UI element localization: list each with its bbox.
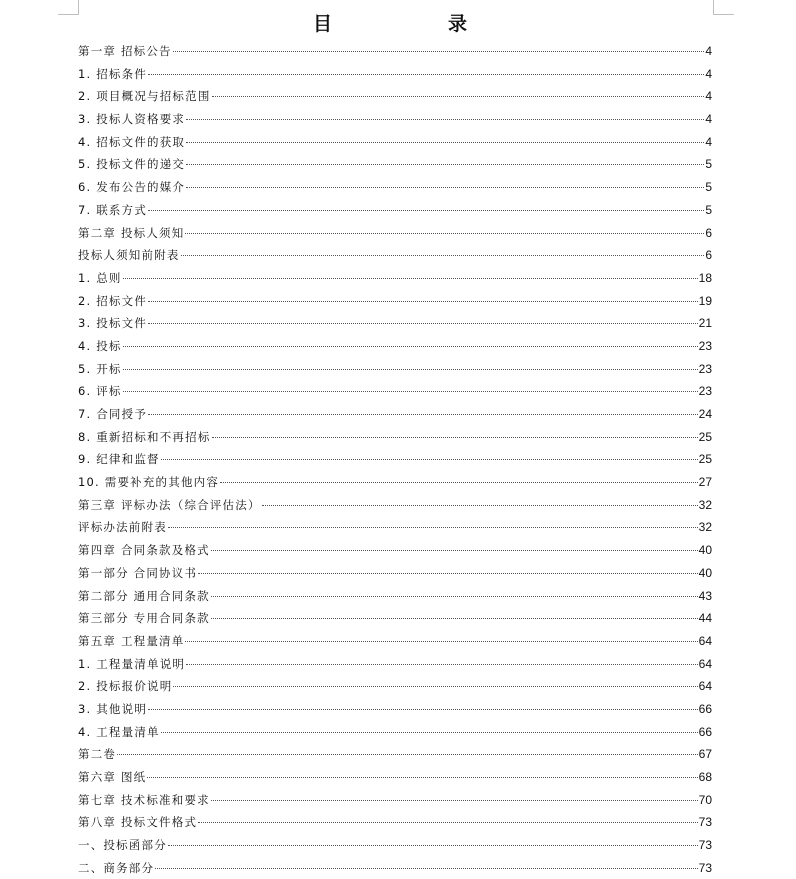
toc-dot-leader bbox=[186, 142, 704, 143]
toc-entry[interactable] bbox=[78, 789, 712, 812]
toc-entry[interactable] bbox=[78, 176, 712, 199]
toc-entry[interactable] bbox=[78, 403, 712, 426]
toc-entry[interactable] bbox=[78, 380, 712, 403]
toc-dot-leader bbox=[123, 278, 698, 279]
toc-entry[interactable] bbox=[78, 448, 712, 471]
toc-dot-leader bbox=[148, 210, 704, 211]
toc-entry-text: 5. 开标 bbox=[78, 361, 122, 376]
toc-entry-text: 4. 招标文件的获取 bbox=[78, 134, 186, 149]
toc-entry-page-number: 25 bbox=[698, 452, 712, 467]
toc-entry-text: 10. 需要补充的其他内容 bbox=[78, 475, 220, 490]
page-corner-mark-right bbox=[713, 0, 734, 15]
toc-entry-page-number: 24 bbox=[698, 407, 712, 421]
document-page bbox=[78, 10, 712, 879]
toc-dot-leader bbox=[147, 777, 697, 778]
toc-entry[interactable] bbox=[78, 766, 712, 789]
toc-entry-text: 二、商务部分 bbox=[78, 860, 155, 875]
toc-entry[interactable] bbox=[78, 108, 712, 131]
toc-entry-page-number: 4 bbox=[705, 66, 712, 81]
toc-dot-leader bbox=[148, 709, 698, 710]
toc-dot-leader bbox=[181, 255, 705, 256]
toc-dot-leader bbox=[155, 868, 697, 869]
page-corner-mark-left bbox=[58, 0, 79, 15]
toc-entry-page-number: 67 bbox=[698, 747, 712, 762]
toc-entry-page-number: 64 bbox=[698, 679, 712, 694]
toc-entry-page-number: 73 bbox=[698, 860, 712, 875]
toc-entry-text: 第一部分 合同协议书 bbox=[78, 565, 198, 580]
toc-entry-page-number: 4 bbox=[705, 89, 712, 104]
toc-entry-text: 1. 总则 bbox=[78, 270, 122, 285]
toc-entry[interactable] bbox=[78, 494, 712, 517]
toc-dot-leader bbox=[117, 754, 698, 755]
toc-entry[interactable] bbox=[78, 199, 712, 222]
toc-entry-text: 2. 招标文件 bbox=[78, 293, 148, 308]
toc-dot-leader bbox=[198, 573, 697, 574]
toc-entry-page-number: 44 bbox=[698, 611, 712, 626]
toc-entry-text: 第六章 图纸 bbox=[78, 770, 147, 784]
toc-entry-text: 3. 其他说明 bbox=[78, 701, 148, 716]
toc-entry-page-number: 18 bbox=[698, 270, 712, 285]
toc-entry-page-number: 23 bbox=[698, 361, 712, 376]
toc-dot-leader bbox=[123, 369, 698, 370]
toc-dot-leader bbox=[185, 233, 704, 234]
toc-dot-leader bbox=[173, 51, 705, 52]
toc-entry-page-number: 73 bbox=[698, 815, 712, 830]
toc-entry-page-number: 64 bbox=[698, 633, 712, 648]
toc-entry[interactable] bbox=[78, 222, 712, 245]
toc-dot-leader bbox=[220, 482, 698, 483]
toc-entry-page-number: 70 bbox=[698, 792, 712, 807]
toc-dot-leader bbox=[168, 845, 698, 846]
toc-entry-text: 一、投标函部分 bbox=[78, 838, 167, 853]
toc-dot-leader bbox=[211, 800, 698, 801]
toc-dot-leader bbox=[123, 346, 698, 347]
toc-entry-page-number: 21 bbox=[698, 316, 712, 331]
toc-entry-text: 第二章 投标人须知 bbox=[78, 225, 185, 240]
toc-entry[interactable] bbox=[78, 153, 712, 176]
toc-entry-text: 1. 招标条件 bbox=[78, 66, 148, 81]
toc-entry[interactable] bbox=[78, 539, 712, 562]
toc-entry-text: 3. 投标文件 bbox=[78, 316, 148, 331]
toc-entry[interactable] bbox=[78, 698, 712, 721]
toc-entry[interactable] bbox=[78, 312, 712, 335]
toc-entry-text: 3. 投标人资格要求 bbox=[78, 112, 186, 127]
toc-dot-leader bbox=[161, 732, 698, 733]
toc-dot-leader bbox=[148, 323, 698, 324]
toc-entry-page-number: 68 bbox=[698, 770, 712, 784]
toc-entry-text: 第三章 评标办法（综合评估法） bbox=[78, 497, 261, 512]
toc-entry[interactable] bbox=[78, 743, 712, 766]
toc-entry-page-number: 6 bbox=[705, 248, 712, 263]
toc-dot-leader bbox=[211, 550, 698, 551]
toc-entry[interactable] bbox=[78, 721, 712, 744]
toc-entry[interactable] bbox=[78, 426, 712, 449]
toc-entry-page-number: 66 bbox=[698, 724, 712, 739]
toc-entry-text: 2. 项目概况与招标范围 bbox=[78, 89, 211, 104]
toc-dot-leader bbox=[211, 596, 698, 597]
toc-dot-leader bbox=[123, 391, 698, 392]
toc-entry-page-number: 4 bbox=[705, 134, 712, 149]
toc-dot-leader bbox=[212, 96, 705, 97]
toc-entry-page-number: 23 bbox=[698, 338, 712, 353]
toc-entry-text: 8. 重新招标和不再招标 bbox=[78, 429, 211, 444]
toc-entry[interactable] bbox=[78, 653, 712, 676]
toc-entry[interactable] bbox=[78, 675, 712, 698]
toc-dot-leader bbox=[186, 164, 704, 165]
toc-entry-page-number: 6 bbox=[705, 225, 712, 240]
toc-entry[interactable] bbox=[78, 811, 712, 834]
toc-entry-text: 投标人须知前附表 bbox=[78, 248, 180, 263]
toc-entry[interactable] bbox=[78, 63, 712, 86]
toc-entry[interactable] bbox=[78, 267, 712, 290]
toc-entry-text: 1. 工程量清单说明 bbox=[78, 656, 186, 671]
toc-entry-page-number: 40 bbox=[698, 543, 712, 558]
toc-entry-text: 5. 投标文件的递交 bbox=[78, 157, 186, 172]
toc-entry[interactable] bbox=[78, 244, 712, 267]
toc-entry-text: 7. 合同授予 bbox=[78, 407, 148, 421]
toc-entry[interactable] bbox=[78, 516, 712, 539]
toc-dot-leader bbox=[185, 641, 697, 642]
toc-dot-leader bbox=[198, 822, 697, 823]
toc-dot-leader bbox=[148, 301, 698, 302]
toc-entry-page-number: 27 bbox=[698, 475, 712, 490]
toc-entry-page-number: 5 bbox=[705, 180, 712, 195]
toc-entry[interactable] bbox=[78, 562, 712, 585]
toc-dot-leader bbox=[173, 686, 697, 687]
toc-entry-page-number: 4 bbox=[705, 44, 712, 58]
toc-entry[interactable] bbox=[78, 131, 712, 154]
toc-entry-text: 2. 投标报价说明 bbox=[78, 679, 173, 694]
toc-entry-page-number: 66 bbox=[698, 701, 712, 716]
toc-dot-leader bbox=[186, 187, 704, 188]
toc-entry-text: 第四章 合同条款及格式 bbox=[78, 543, 210, 558]
toc-entry-text: 9. 纪律和监督 bbox=[78, 452, 160, 467]
toc-entry-text: 第七章 技术标准和要求 bbox=[78, 792, 210, 807]
toc-entry-text: 4. 投标 bbox=[78, 338, 122, 353]
toc-entry-text: 第五章 工程量清单 bbox=[78, 633, 185, 648]
toc-entry-text: 第二部分 通用合同条款 bbox=[78, 588, 210, 603]
toc-entry[interactable] bbox=[78, 40, 712, 63]
toc-dot-leader bbox=[186, 119, 704, 120]
table-of-contents bbox=[78, 40, 712, 879]
toc-dot-leader bbox=[211, 618, 698, 619]
toc-entry[interactable] bbox=[78, 85, 712, 108]
toc-entry[interactable] bbox=[78, 335, 712, 358]
toc-entry-text: 第二卷 bbox=[78, 747, 117, 762]
toc-entry[interactable] bbox=[78, 585, 712, 608]
toc-entry[interactable] bbox=[78, 834, 712, 857]
toc-dot-leader bbox=[161, 459, 698, 460]
toc-entry-text: 第八章 投标文件格式 bbox=[78, 815, 198, 830]
toc-entry-text: 6. 发布公告的媒介 bbox=[78, 180, 186, 195]
toc-entry-text: 7. 联系方式 bbox=[78, 202, 148, 217]
toc-entry-text: 第三部分 专用合同条款 bbox=[78, 611, 210, 626]
toc-entry-page-number: 5 bbox=[705, 157, 712, 172]
toc-entry-page-number: 32 bbox=[698, 520, 712, 535]
toc-entry[interactable] bbox=[78, 857, 712, 879]
toc-entry[interactable] bbox=[78, 607, 712, 630]
toc-entry[interactable] bbox=[78, 630, 712, 653]
toc-entry-text: 第一章 招标公告 bbox=[78, 44, 172, 58]
toc-entry-page-number: 4 bbox=[705, 112, 712, 127]
toc-dot-leader bbox=[148, 74, 704, 75]
toc-entry-page-number: 5 bbox=[705, 202, 712, 217]
toc-entry[interactable] bbox=[78, 471, 712, 494]
toc-entry-page-number: 40 bbox=[698, 565, 712, 580]
toc-entry[interactable] bbox=[78, 358, 712, 381]
toc-entry-page-number: 64 bbox=[698, 656, 712, 671]
toc-dot-leader bbox=[212, 437, 698, 438]
toc-entry[interactable] bbox=[78, 290, 712, 313]
toc-entry-page-number: 43 bbox=[698, 588, 712, 603]
toc-dot-leader bbox=[168, 527, 698, 528]
toc-title: 目 录 bbox=[312, 13, 493, 35]
toc-entry-page-number: 25 bbox=[698, 429, 712, 444]
toc-dot-leader bbox=[262, 505, 698, 506]
toc-entry-text: 6. 评标 bbox=[78, 384, 122, 399]
toc-entry-page-number: 19 bbox=[698, 293, 712, 308]
toc-entry-page-number: 73 bbox=[698, 838, 712, 853]
toc-dot-leader bbox=[186, 664, 698, 665]
toc-entry-page-number: 23 bbox=[698, 384, 712, 399]
toc-entry-page-number: 32 bbox=[698, 497, 712, 512]
toc-entry-text: 4. 工程量清单 bbox=[78, 724, 160, 739]
toc-dot-leader bbox=[148, 414, 698, 415]
toc-entry-text: 评标办法前附表 bbox=[78, 520, 167, 535]
